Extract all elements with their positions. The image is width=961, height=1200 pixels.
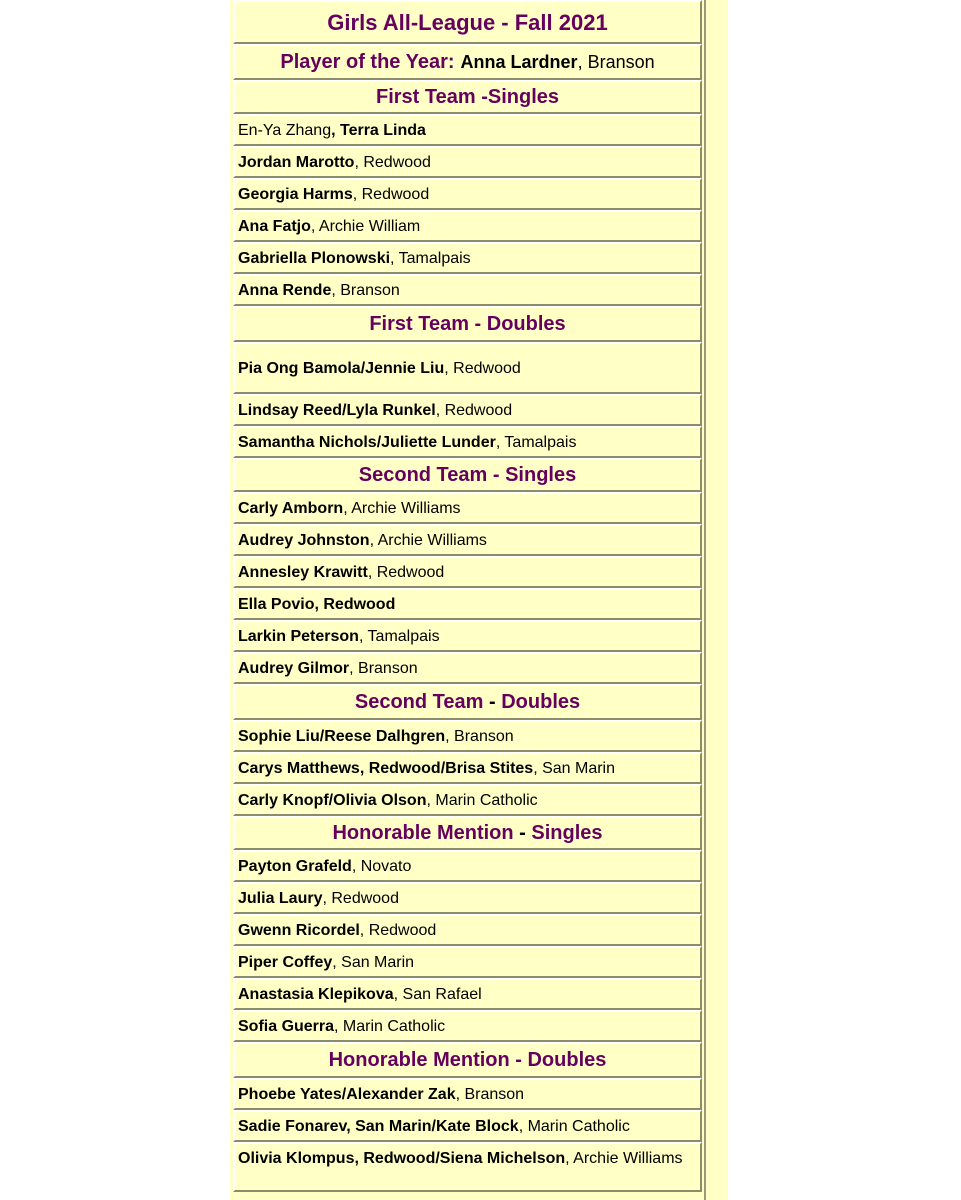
list-item <box>233 588 702 620</box>
section-header <box>233 1042 702 1078</box>
list-item <box>233 1110 702 1142</box>
list-item-text <box>238 659 418 678</box>
player-name: Carys Matthews, Redwood/Brisa Stites <box>238 759 534 777</box>
school-name: , Archie Williams <box>565 1150 683 1167</box>
list-item <box>233 426 702 458</box>
school-name: , Redwood <box>352 185 430 203</box>
section-header-main: Second Team <box>354 690 484 713</box>
list-item <box>233 882 702 914</box>
list-item <box>233 178 702 210</box>
list-item-text <box>238 433 576 452</box>
player-name: Audrey Johnston <box>238 531 370 549</box>
section-header-main: Honorable Mention - Doubles <box>328 1048 607 1071</box>
list-item <box>233 342 702 394</box>
player-name: Annesley Krawitt <box>238 563 368 581</box>
player-name: Sadie Fonarev, San Marin/Kate Block <box>238 1117 519 1135</box>
list-item <box>233 210 702 242</box>
school-name: , Novato <box>351 857 412 875</box>
school-name: , Redwood <box>322 889 399 907</box>
school-name: , Tamalpais <box>390 249 471 267</box>
list-item-text <box>238 1149 683 1168</box>
section-header-main: First Team -Singles <box>375 85 559 108</box>
section-header-separator: - <box>513 821 532 844</box>
section-header <box>233 816 702 850</box>
list-item <box>233 1142 702 1192</box>
list-item-text <box>238 889 399 908</box>
player-name: Carly Amborn <box>238 499 344 517</box>
player-name: Anastasia Klepikova <box>238 985 394 1003</box>
list-item <box>233 720 702 752</box>
list-item-text <box>238 985 482 1004</box>
section-header-main: First Team - Doubles <box>369 312 566 335</box>
all-league-table <box>230 0 706 1200</box>
player-name: Gabriella Plonowski <box>238 249 391 267</box>
list-item <box>233 752 702 784</box>
school-name: , Branson <box>455 1085 525 1103</box>
player-name: Samantha Nichols/Juliette Lunder <box>238 433 496 451</box>
list-item <box>233 524 702 556</box>
player-of-year-school: , Branson <box>577 51 655 72</box>
list-item-text <box>238 953 414 972</box>
list-item-text <box>238 627 440 646</box>
school-name: , San Marin <box>332 953 415 971</box>
section-header <box>233 80 702 114</box>
player-name: Carly Knopf/Olivia Olson <box>238 791 427 809</box>
list-item <box>233 556 702 588</box>
school-name: , Redwood <box>367 563 445 581</box>
list-item <box>233 850 702 882</box>
list-item <box>233 1078 702 1110</box>
list-item-text <box>238 359 521 378</box>
list-item <box>233 978 702 1010</box>
list-item-text <box>238 217 420 236</box>
player-name: Pia Ong Bamola/Jennie Liu <box>238 359 445 377</box>
list-item <box>233 620 702 652</box>
list-item-text <box>238 531 487 550</box>
list-item <box>233 1010 702 1042</box>
player-name: Payton Grafeld <box>238 857 352 875</box>
school-name: , San Marin <box>533 759 615 777</box>
player-name: Ana Fatjo <box>238 217 311 235</box>
school-name: , Branson <box>445 727 514 745</box>
right-margin-strip <box>706 0 728 1200</box>
school-name: , Archie William <box>310 217 421 235</box>
school-name: , Tamalpais <box>495 433 577 451</box>
list-item <box>233 784 702 816</box>
list-item <box>233 114 702 146</box>
list-item-text <box>238 499 461 518</box>
player-name: Julia Laury <box>238 889 323 907</box>
player-name: En-Ya Zhang <box>238 121 332 139</box>
player-name: Audrey Gilmor <box>238 659 350 677</box>
page-title: Girls All-League - Fall 2021 <box>233 0 702 44</box>
player-name: Olivia Klompus, Redwood/Siena Michelson <box>238 1150 566 1167</box>
player-name: Phoebe Yates/Alexander Zak <box>238 1085 456 1103</box>
player-name: Larkin Peterson <box>238 627 359 645</box>
section-header-separator: - <box>483 690 502 713</box>
list-item-text <box>238 1017 445 1036</box>
school-name: , Redwood <box>314 595 396 613</box>
list-item-text <box>238 153 431 172</box>
player-name: Piper Coffey <box>238 953 333 971</box>
section-header <box>233 458 702 492</box>
list-item-text <box>238 563 444 582</box>
list-item <box>233 946 702 978</box>
player-of-year-label: Player of the Year: <box>280 50 455 73</box>
list-item-text <box>238 185 429 204</box>
school-name: , Redwood <box>444 359 521 377</box>
school-name: , Redwood <box>359 921 437 939</box>
player-name: Sofia Guerra <box>238 1017 335 1035</box>
list-item <box>233 652 702 684</box>
player-name: Jordan Marotto <box>238 153 355 171</box>
list-item-text <box>238 281 400 300</box>
list-item <box>233 914 702 946</box>
player-name: Lindsay Reed/Lyla Runkel <box>238 401 436 419</box>
list-item-text <box>238 791 538 810</box>
player-name: Georgia Harms <box>238 185 353 203</box>
list-item-text <box>238 401 512 420</box>
list-item-text <box>238 1085 524 1104</box>
school-name: , Marin Catholic <box>334 1017 446 1035</box>
list-item <box>233 146 702 178</box>
section-header <box>233 306 702 342</box>
section-header-main: Honorable Mention <box>332 821 514 844</box>
player-name: Sophie Liu/Reese Dalhgren <box>238 727 446 745</box>
player-name: Anna Rende <box>238 281 332 299</box>
school-name: , Redwood <box>354 153 431 171</box>
player-name: Gwenn Ricordel <box>238 921 360 939</box>
list-item-text <box>238 1117 630 1136</box>
player-of-year-row <box>233 44 702 80</box>
list-item-text <box>238 595 395 614</box>
list-item-text <box>238 857 411 876</box>
list-item-text <box>238 759 615 778</box>
list-item-text <box>238 249 471 268</box>
player-of-year-name: Anna Lardner <box>460 51 578 72</box>
school-name: , Redwood <box>435 401 513 419</box>
school-name: , Marin Catholic <box>426 791 538 809</box>
section-header-rest: Singles <box>531 821 603 844</box>
school-name: , San Rafael <box>393 985 482 1003</box>
school-name: , Branson <box>349 659 418 677</box>
list-item-text <box>238 727 514 746</box>
school-name: , Branson <box>331 281 400 299</box>
section-header-main: Second Team - Singles <box>358 463 577 486</box>
sections-container <box>230 80 704 1192</box>
school-name: , Tamalpais <box>358 627 440 645</box>
section-header <box>233 684 702 720</box>
list-item-text <box>238 121 426 140</box>
school-name: , Marin Catholic <box>518 1117 630 1135</box>
school-name: , Terra Linda <box>331 121 426 139</box>
list-item <box>233 242 702 274</box>
list-item <box>233 394 702 426</box>
section-header-rest: Doubles <box>501 690 581 713</box>
list-item <box>233 274 702 306</box>
school-name: , Archie Williams <box>343 499 461 517</box>
list-item-text <box>238 921 436 940</box>
player-name: Ella Povio <box>238 595 315 613</box>
school-name: , Archie Williams <box>369 531 487 549</box>
list-item <box>233 492 702 524</box>
